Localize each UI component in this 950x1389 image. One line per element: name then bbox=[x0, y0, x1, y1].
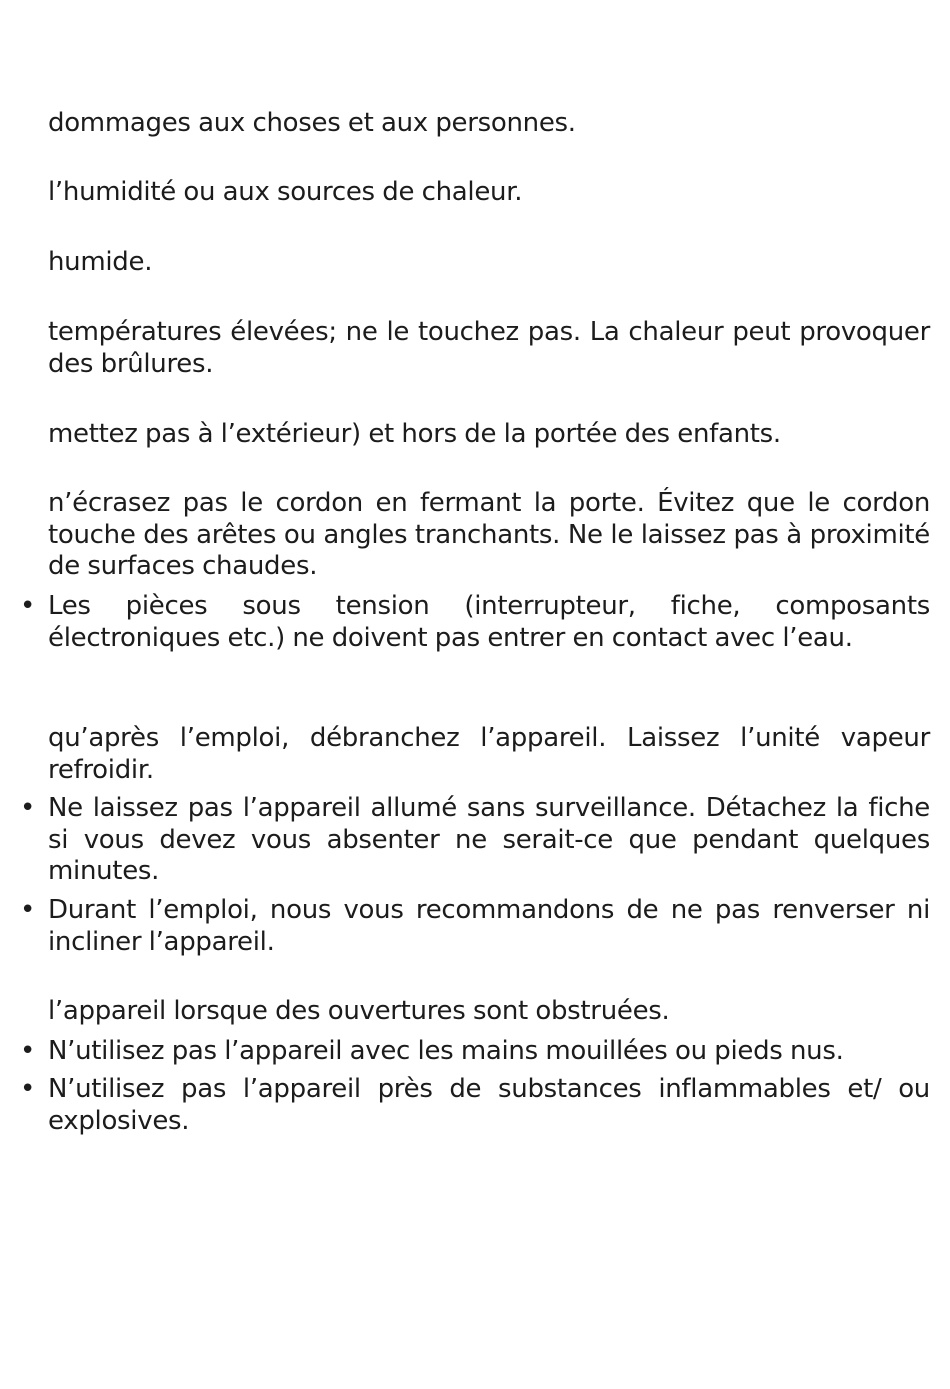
bullet-item-unattended: Ne laissez pas l’appareil allumé sans surveillance. Détachez la fiche si vous devez vous absenter ne serait-ce que pendant quelques minutes. bbox=[48, 793, 930, 886]
paragraph-7: qu’après l’emploi, débranchez l’appareil. Laissez l’unité vapeur refroidir. bbox=[48, 723, 930, 785]
paragraph-8: l’appareil lorsque des ouvertures sont obstruées. bbox=[48, 996, 670, 1026]
bullet-marker: • bbox=[20, 591, 36, 621]
paragraph-3: humide. bbox=[48, 247, 153, 277]
paragraph-4: températures élevées; ne le touchez pas. La chaleur peut provoquer des brûlures. bbox=[48, 317, 930, 379]
paragraph-2: l’humidité ou aux sources de chaleur. bbox=[48, 177, 523, 207]
bullet-marker: • bbox=[20, 1036, 36, 1066]
paragraph-6: n’écrasez pas le cordon en fermant la porte. Évitez que le cordon touche des arêtes ou angles tranchants. Ne le laissez pas à proximité de surfaces chaudes. bbox=[48, 488, 930, 581]
bullet-marker: • bbox=[20, 1074, 36, 1104]
bullet-item-wet-hands: N’utilisez pas l’appareil avec les mains mouillées ou pieds nus. bbox=[48, 1036, 844, 1066]
bullet-item-tilting: Durant l’emploi, nous vous recommandons de ne pas renverser ni incliner l’appareil. bbox=[48, 895, 930, 957]
bullet-item-live-parts: Les pièces sous tension (interrupteur, fiche, composants électroniques etc.) ne doivent pas entrer en contact avec l’eau. bbox=[48, 591, 930, 653]
bullet-item-flammables: N’utilisez pas l’appareil près de substances inflammables et/ ou explosives. bbox=[48, 1074, 930, 1136]
paragraph-1: dommages aux choses et aux personnes. bbox=[48, 108, 576, 138]
bullet-marker: • bbox=[20, 895, 36, 925]
bullet-marker: • bbox=[20, 793, 36, 823]
paragraph-5: mettez pas à l’extérieur) et hors de la portée des enfants. bbox=[48, 419, 781, 449]
